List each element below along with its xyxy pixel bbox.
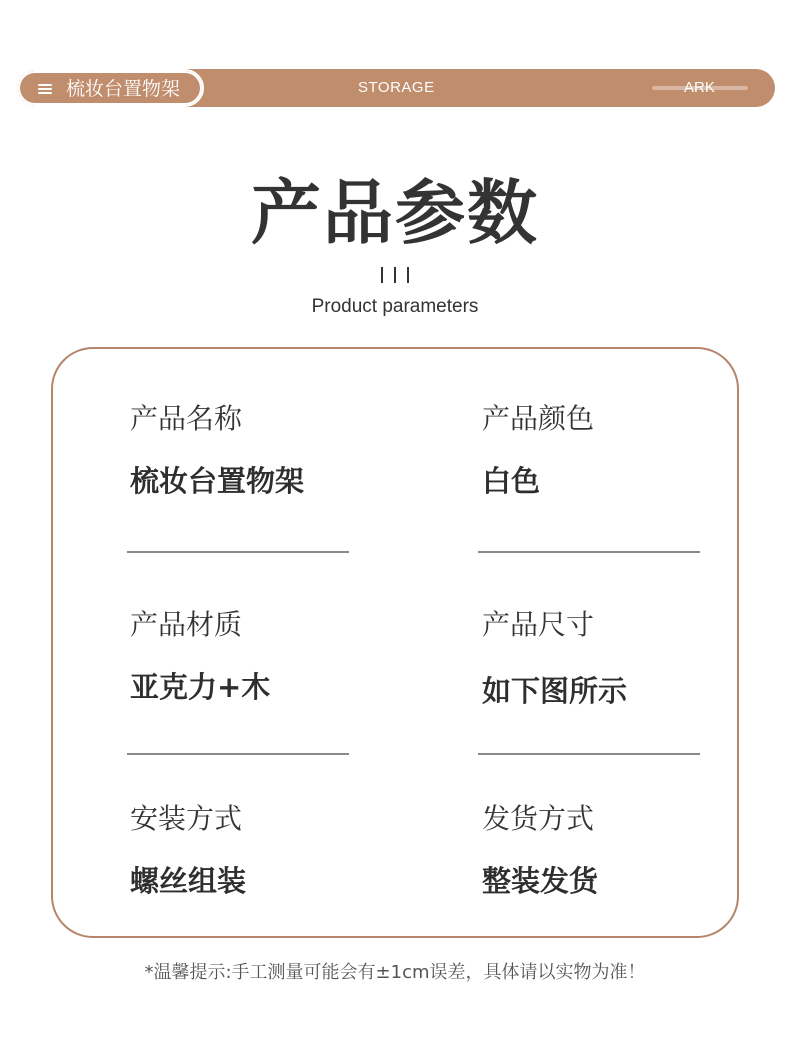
row-divider: [478, 551, 700, 553]
param-value: 如下图所示: [482, 674, 628, 708]
param-product-size: [482, 607, 706, 709]
param-value: 螺丝组装: [130, 864, 247, 898]
param-product-material: [130, 607, 354, 705]
header-bar: [16, 69, 775, 107]
page-subtitle: Product parameters: [311, 296, 479, 317]
header-center-text: STORAGE: [358, 79, 435, 96]
param-label: 产品材质: [130, 608, 243, 641]
param-shipping-method: [482, 801, 706, 899]
page-title: 产品参数: [251, 172, 539, 254]
measurement-disclaimer: *温馨提示:手工测量可能会有±1cm误差，具体请以实物为准！: [144, 962, 646, 983]
param-value: 亚克力+木: [130, 670, 271, 704]
param-product-color: [482, 401, 706, 499]
row-divider: [478, 753, 700, 755]
param-label: 安装方式: [130, 802, 243, 835]
param-label: 产品名称: [130, 402, 243, 435]
param-label: 产品尺寸: [482, 608, 595, 641]
param-value: 整装发货: [482, 864, 599, 898]
title-divider-marks: [381, 267, 409, 283]
category-pill-button[interactable]: [16, 69, 204, 107]
row-divider: [127, 551, 349, 553]
param-product-name: [130, 401, 354, 499]
row-divider: [127, 753, 349, 755]
param-value: 梳妆台置物架: [130, 464, 305, 498]
category-pill-label: 梳妆台置物架: [66, 78, 181, 100]
param-install-method: [130, 801, 354, 899]
param-label: 产品颜色: [482, 402, 595, 435]
param-value: 白色: [482, 464, 541, 498]
param-label: 发货方式: [482, 802, 595, 835]
menu-icon: [38, 84, 52, 94]
header-right-text: ARK: [684, 79, 715, 96]
